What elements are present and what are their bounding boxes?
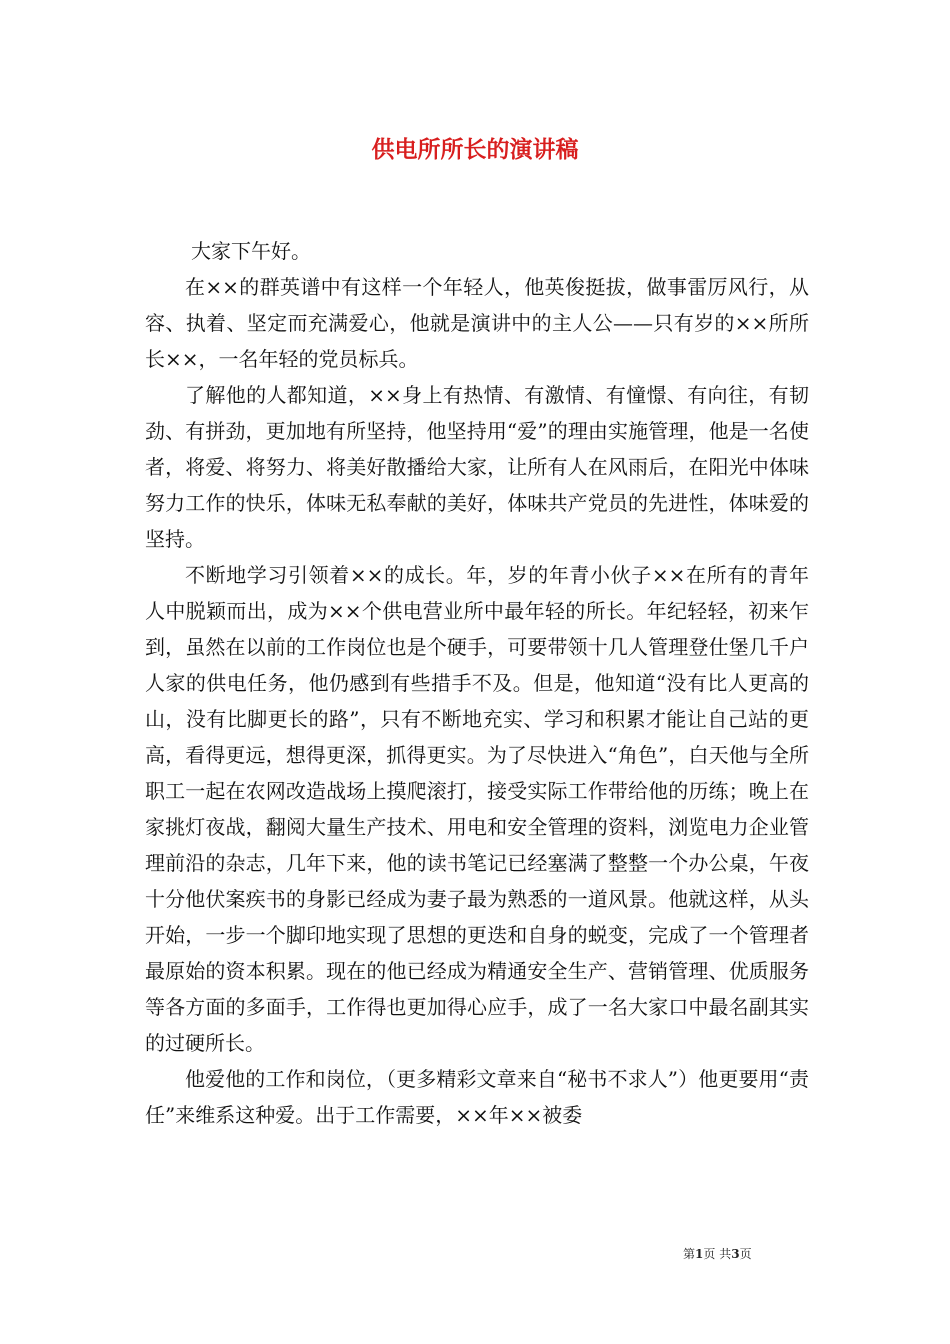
paragraph-responsibility: 他爱他的工作和岗位，（更多精彩文章来自“秘书不求人”）他更要用“责任”来维系这种爱。出于工作需要，××年××被委 bbox=[145, 1067, 809, 1127]
document-body bbox=[145, 233, 809, 1133]
paragraph-introduction: 在××的群英谱中有这样一个年轻人，他英俊挺拔，做事雷厉风行，从容、执着、坚定而充满爱心，他就是演讲中的主人公——只有岁的××所所长××，一名年轻的党员标兵。 bbox=[145, 275, 809, 371]
footer-prefix: 第 bbox=[683, 1247, 696, 1261]
footer-middle: 页 共 bbox=[703, 1247, 732, 1261]
page-number-footer bbox=[683, 1246, 813, 1262]
footer-total-pages: 3 bbox=[731, 1247, 740, 1261]
footer-current-page: 1 bbox=[695, 1247, 704, 1261]
footer-suffix: 页 bbox=[739, 1247, 752, 1261]
paragraph-learning: 不断地学习引领着××的成长。年，岁的年青小伙子××在所有的青年人中脱颖而出，成为××个供电营业所中最年轻的所长。年纪轻轻，初来乍到，虽然在以前的工作岗位也是个硬手，可要带领十几人管理登仕堡几千户人家的供电任务，他仍感到有些措手不及。但是，他知道“没有比人更高的山，没有比脚更长的路”，只有不断地充实、学习和积累才能让自己站的更高，看得更远，想得更深，抓得更实。为了尽快进入“角色”，白天他与全所职工一起在农网改造战场上摸爬滚打，接受实际工作带给他的历练；晚上在家挑灯夜战，翻阅大量生产技术、用电和安全管理的资料，浏览电力企业管理前沿的杂志，几年下来，他的读书笔记已经塞满了整整一个办公桌，午夜十分他伏案疾书的身影已经成为妻子最为熟悉的一道风景。他就这样，从头开始，一步一个脚印地实现了思想的更迭和自身的蜕变，完成了一个管理者最原始的资本积累。现在的他已经成为精通安全生产、营销管理、优质服务等各方面的多面手，工作得也更加得心应手，成了一名大家口中最名副其实的过硬所长。 bbox=[145, 563, 809, 1055]
paragraph-greeting: 大家下午好。 bbox=[191, 239, 311, 263]
document-title: 供电所所长的演讲稿 bbox=[371, 136, 579, 163]
paragraph-character: 了解他的人都知道，××身上有热情、有激情、有憧憬、有向往，有韧劲、有拼劲，更加地有所坚持，他坚持用“爱”的理由实施管理，他是一名使者，将爱、将努力、将美好散播给大家，让所有人在风雨后，在阳光中体味努力工作的快乐，体味无私奉献的美好，体味共产党员的先进性，体味爱的坚持。 bbox=[145, 383, 809, 551]
